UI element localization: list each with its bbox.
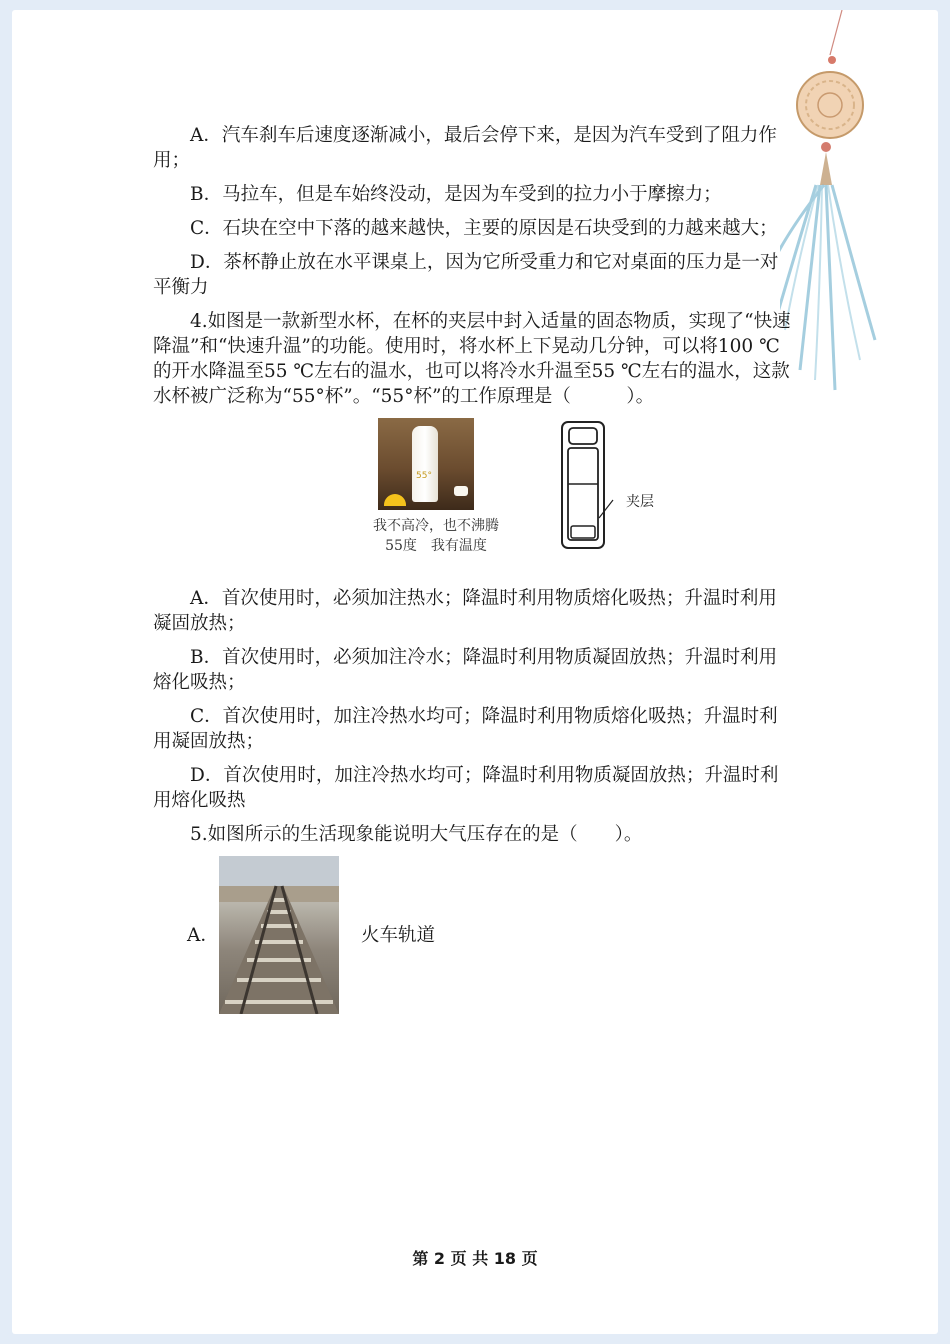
q4-option-b: B．首次使用时，必须加注冷水；降温时利用物质凝固放热；升温时利用熔化吸热； bbox=[153, 647, 778, 693]
cup-outline-svg bbox=[558, 418, 628, 553]
ice-image bbox=[454, 486, 468, 496]
q4-option-a: A．首次使用时，必须加注热水；降温时利用物质熔化吸热；升温时利用凝固放热； bbox=[153, 588, 777, 634]
q3-option-b: B．马拉车，但是车始终没动，是因为车受到的拉力小于摩擦力； bbox=[190, 184, 722, 205]
q3-option-d: D．茶杯静止放在水平课桌上，因为它所受重力和它对桌面的压力是一对平衡力 bbox=[153, 252, 779, 298]
photo-caption bbox=[366, 516, 506, 556]
cup-photo bbox=[378, 418, 474, 510]
caption-line-2: 55度 我有温度 bbox=[385, 538, 487, 554]
interlayer-label: 夹层 bbox=[626, 494, 654, 510]
question-content bbox=[153, 123, 793, 1014]
q4-option-d: D．首次使用时，加注冷热水均可；降温时利用物质凝固放热；升温时利用熔化吸热 bbox=[153, 765, 779, 811]
q3-option-a: A．汽车刹车后速度逐渐减小，最后会停下来，是因为汽车受到了阻力作用； bbox=[153, 125, 777, 171]
cup-photo-figure bbox=[373, 418, 508, 556]
q5-option-a bbox=[187, 856, 793, 1014]
q3-option-c: C．石块在空中下落的越来越快，主要的原因是石块受到的力越来越大； bbox=[190, 218, 778, 239]
q4-figure bbox=[373, 418, 793, 556]
lemon-image bbox=[384, 494, 406, 506]
q4-option-c: C．首次使用时，加注冷热水均可；降温时利用物质熔化吸热；升温时利用凝固放热； bbox=[153, 706, 778, 752]
q5-option-a-letter: A． bbox=[187, 924, 219, 946]
caption-line-1: 我不高冷，也不沸腾 bbox=[373, 518, 499, 534]
q5-option-a-label: 火车轨道 bbox=[361, 924, 436, 946]
cup-cross-section-diagram bbox=[558, 418, 678, 553]
railway-track-photo bbox=[219, 856, 339, 1014]
q4-stem: 4.如图是一款新型水杯，在杯的夹层中封入适量的固态物质，实现了“快速降温”和“快速升温”的功能。使用时，将水杯上下晃动几分钟，可以将100 ℃的开水降温至55 ℃左右的温水，也可以将冷水升温至55 ℃左右的温水，这款水杯被广泛称为“55°杯”。“55°杯”的工作原理是（ ）。 bbox=[153, 311, 791, 407]
cup-mark: 55° bbox=[416, 471, 432, 481]
q5-stem: 5.如图所示的生活现象能说明大气压存在的是（ ）。 bbox=[190, 824, 643, 845]
page-footer: 第 2 页 共 18 页 bbox=[412, 1249, 538, 1268]
cup-image bbox=[412, 426, 438, 502]
tassel-ornament-decoration bbox=[780, 10, 920, 400]
